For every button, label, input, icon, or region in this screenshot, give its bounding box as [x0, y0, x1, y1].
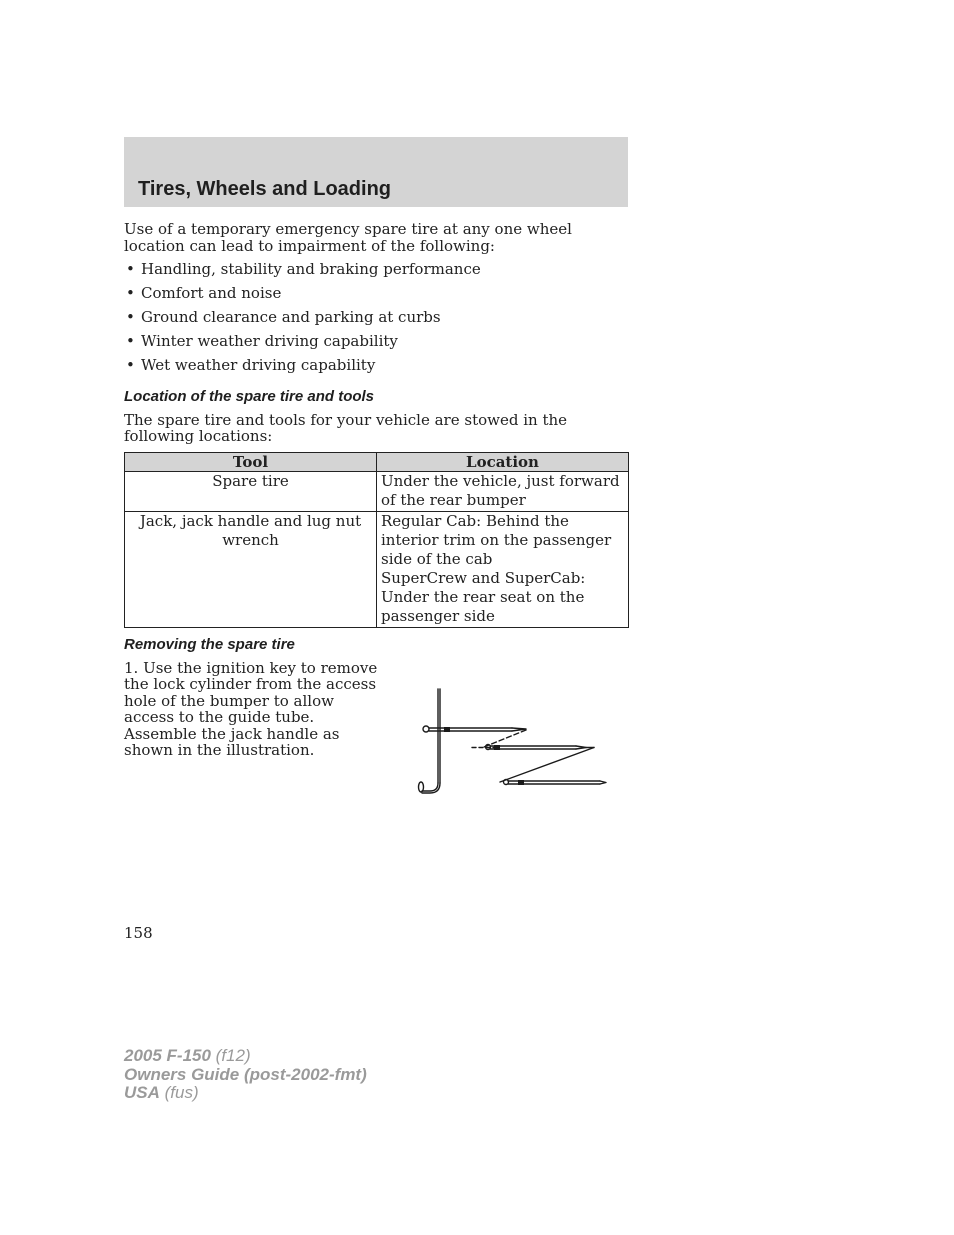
column-header-tool: Tool	[125, 452, 377, 471]
footer-model: 2005 F-150	[124, 1046, 211, 1065]
footer-line-1	[124, 1047, 367, 1066]
tool-cell: Spare tire	[125, 471, 377, 511]
list-item: • Ground clearance and parking at curbs	[124, 309, 628, 326]
tool-location-table	[124, 452, 629, 628]
step-1-text: 1. Use the ignition key to remove the lock cylinder from the access hole of the bumper to allow access to the guide tube. Assemble the jack handle as shown in the illustration.	[124, 658, 378, 759]
impairment-list	[124, 261, 628, 374]
jack-handle-illustration	[414, 683, 614, 795]
table-header-row	[125, 452, 629, 471]
location-text: Regular Cab: Behind the interior trim on the passenger side of the cab	[381, 511, 612, 568]
footer-market-code: (fus)	[159, 1083, 199, 1102]
page-number: 158	[124, 924, 153, 942]
location-paragraph: The spare tire and tools for your vehicle are stowed in the following locations:	[124, 410, 568, 445]
tool-cell: Jack, jack handle and lug nut wrench	[125, 511, 377, 627]
location-text: Under the vehicle, just forward of the rear bumper	[381, 471, 620, 509]
location-heading: Location of the spare tire and tools	[124, 387, 375, 405]
table-row	[125, 471, 629, 511]
footer-line-3	[124, 1084, 367, 1103]
list-item: • Handling, stability and braking performance	[124, 261, 628, 278]
page-content	[124, 221, 628, 820]
footer-market: USA	[124, 1083, 160, 1102]
location-cell	[377, 511, 629, 627]
list-item: • Winter weather driving capability	[124, 333, 628, 350]
section-header-band	[124, 137, 628, 207]
table-row	[125, 511, 629, 627]
list-item: • Wet weather driving capability	[124, 357, 628, 374]
step-1-row	[124, 660, 628, 820]
section-title: Tires, Wheels and Loading	[138, 178, 392, 200]
list-item: • Comfort and noise	[124, 285, 628, 302]
location-text: SuperCrew and SuperCab: Under the rear seat on the passenger side	[381, 568, 586, 625]
intro-paragraph: Use of a temporary emergency spare tire at any one wheel location can lead to impairment of the following:	[124, 220, 572, 255]
footer-line-2: Owners Guide (post-2002-fmt)	[124, 1064, 367, 1084]
removing-heading: Removing the spare tire	[124, 635, 295, 653]
column-header-location: Location	[377, 452, 629, 471]
footer-model-code: (f12)	[210, 1046, 251, 1065]
document-footer	[124, 1047, 367, 1103]
location-cell	[377, 471, 629, 511]
